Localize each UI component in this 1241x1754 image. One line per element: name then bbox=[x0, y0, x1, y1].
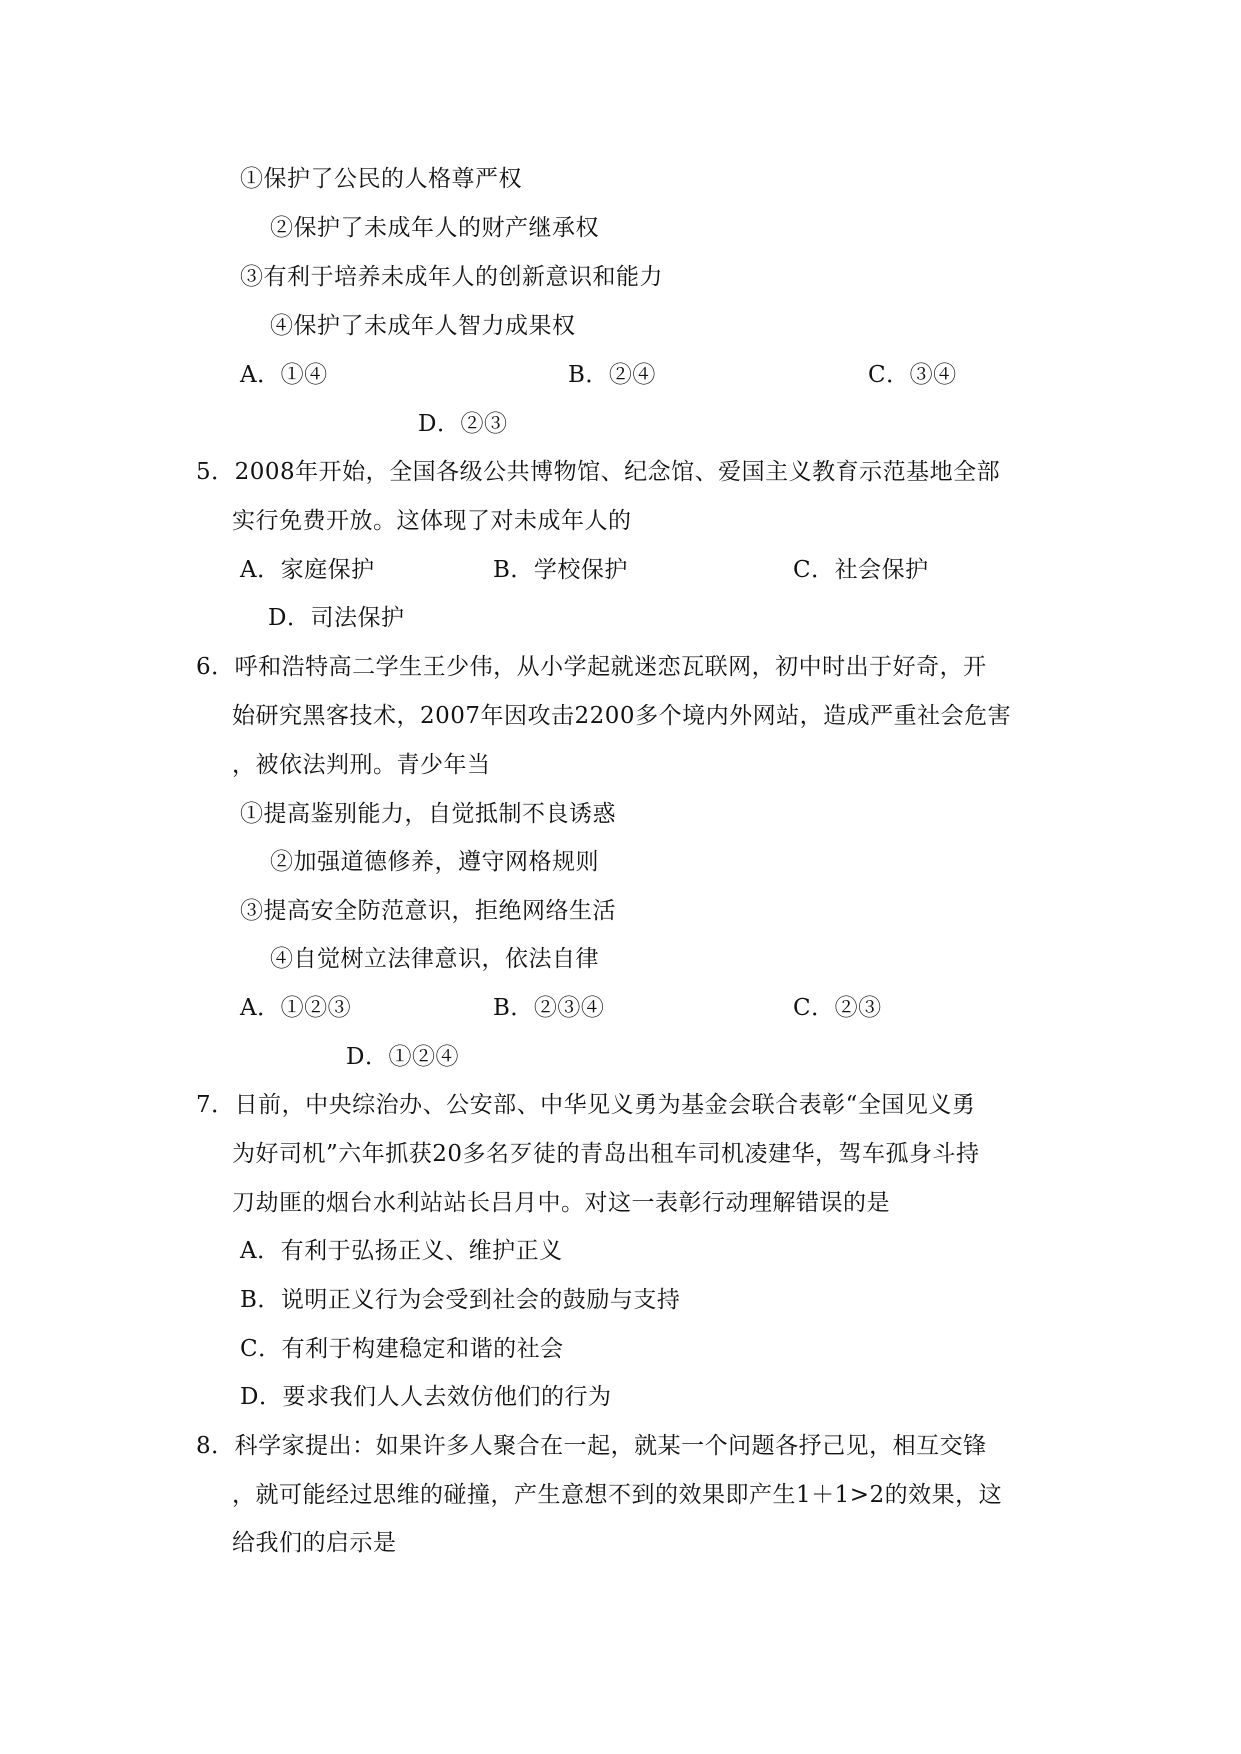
q4-item-4: ④保护了未成年人智力成果权 bbox=[270, 313, 576, 339]
q6-stem-line-3: ，被依法判刑。青少年当 bbox=[232, 752, 491, 778]
q4-option-d: D．②③ bbox=[418, 411, 508, 437]
q5-option-b: B．学校保护 bbox=[493, 557, 628, 583]
q6-stem-line-1: 6．呼和浩特高二学生王少伟，从小学起就迷恋瓦联网，初中时出于好奇，开 bbox=[196, 654, 987, 680]
q7-option-b: B．说明正义行为会受到社会的鼓励与支持 bbox=[240, 1287, 681, 1313]
q4-option-c: C．③④ bbox=[868, 362, 957, 388]
q5-option-a: A．家庭保护 bbox=[240, 557, 375, 583]
q7-stem-line-2: 为好司机”六年抓获20多名歹徒的青岛出租车司机凌建华，驾车孤身斗持 bbox=[232, 1141, 980, 1167]
q4-item-2: ②保护了未成年人的财产继承权 bbox=[270, 215, 599, 241]
q7-stem-line-1: 7．日前，中央综治办、公安部、中华见义勇为基金会联合表彰“全国见义勇 bbox=[196, 1092, 976, 1118]
q4-option-a: A．①④ bbox=[240, 362, 328, 388]
q5-option-d: D．司法保护 bbox=[268, 605, 405, 631]
q5-option-c: C．社会保护 bbox=[793, 557, 929, 583]
q6-stem-line-2: 始研究黑客技术，2007年因攻击2200多个境内外网站，造成严重社会危害 bbox=[232, 703, 1012, 729]
q6-option-c: C．②③ bbox=[793, 995, 882, 1021]
q6-option-a: A．①②③ bbox=[240, 995, 352, 1021]
q5-stem-line-2: 实行免费开放。这体现了对未成年人的 bbox=[232, 508, 632, 534]
q7-option-a: A．有利于弘扬正义、维护正义 bbox=[240, 1238, 563, 1264]
q7-stem-line-3: 刀劫匪的烟台水利站站长吕月中。对这一表彰行动理解错误的是 bbox=[232, 1190, 890, 1216]
q4-item-1: ①保护了公民的人格尊严权 bbox=[240, 166, 522, 192]
q6-item-3: ③提高安全防范意识，拒绝网络生活 bbox=[240, 898, 616, 924]
q6-item-4: ④自觉树立法律意识，依法自律 bbox=[270, 946, 599, 972]
q6-item-1: ①提高鉴别能力，自觉抵制不良诱惑 bbox=[240, 801, 616, 827]
q6-option-d: D．①②④ bbox=[346, 1044, 459, 1070]
q7-option-c: C．有利于构建稳定和谐的社会 bbox=[240, 1336, 564, 1362]
q4-item-3: ③有利于培养未成年人的创新意识和能力 bbox=[240, 264, 663, 290]
q5-stem-line-1: 5．2008年开始，全国各级公共博物馆、纪念馆、爱国主义教育示范基地全部 bbox=[196, 459, 1001, 485]
q8-stem-line-3: 给我们的启示是 bbox=[232, 1530, 397, 1556]
q4-option-b: B．②④ bbox=[568, 362, 656, 388]
q8-stem-line-1: 8．科学家提出：如果许多人聚合在一起，就某一个问题各抒己见，相互交锋 bbox=[196, 1433, 987, 1459]
q8-stem-line-2: ，就可能经过思维的碰撞，产生意想不到的效果即产生1＋1>2的效果，这 bbox=[232, 1482, 1003, 1508]
q6-option-b: B．②③④ bbox=[493, 995, 605, 1021]
q6-item-2: ②加强道德修养，遵守网格规则 bbox=[270, 849, 599, 875]
q7-option-d: D．要求我们人人去效仿他们的行为 bbox=[240, 1384, 612, 1410]
